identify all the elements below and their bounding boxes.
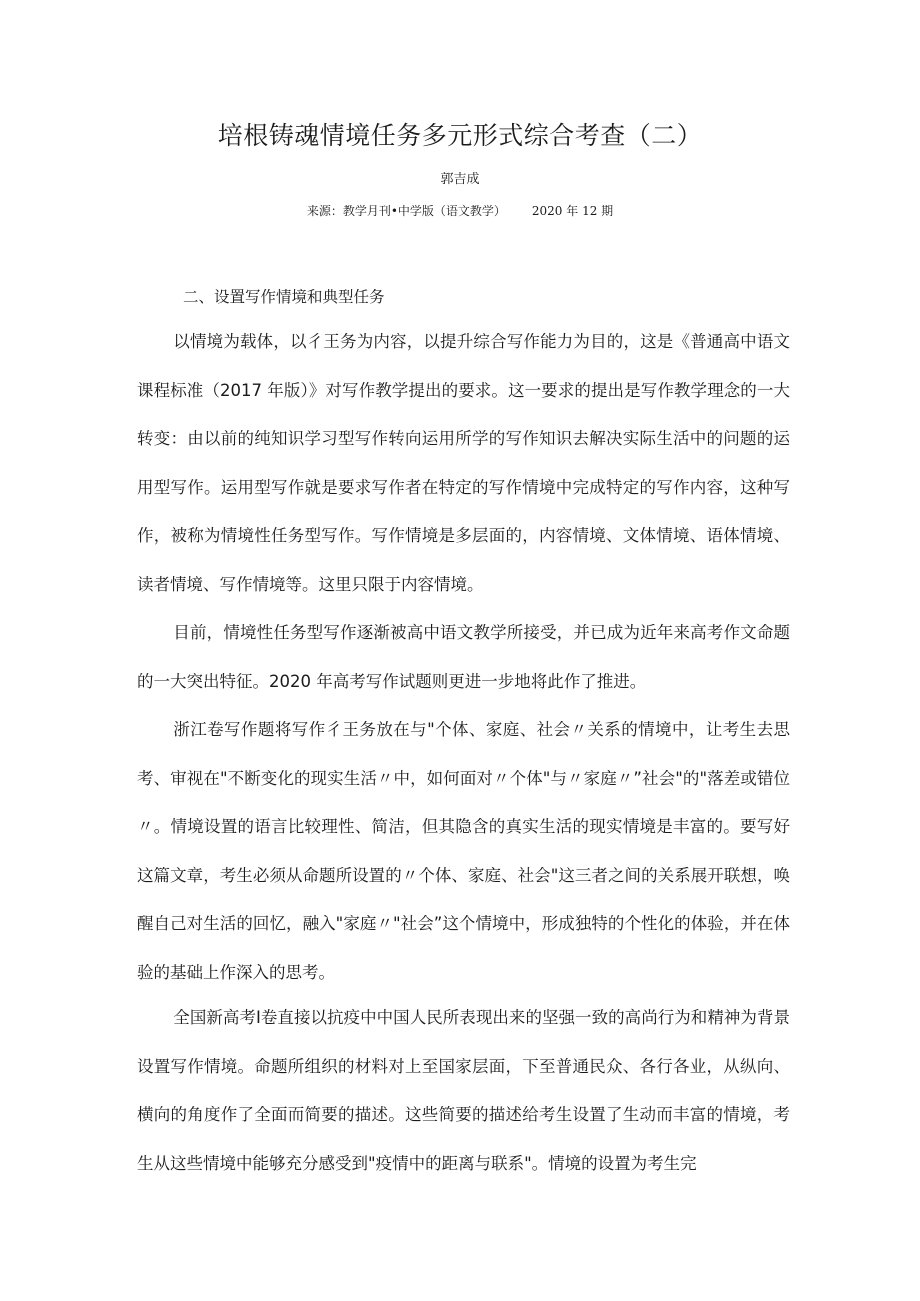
paragraph-3: 浙江卷写作题将写作彳王务放在与"个体、家庭、社会〃关系的情境中，让考生去思考、审视在"不断变化的现实生活〃中，如何面对〃个体"与〃家庭〃”社会"的"落差或错位〃。情境设置的语言比较理性、简洁，但其隐含的真实生活的现实情境是丰富的。要写好这篇文章，考生必须从命题所设置的〃个体、家庭、社会"这三者之间的关系展开联想，唤醒自己对生活的回忆，融入"家庭〃"社会”这个情境中，形成独特的个性化的体验，并在体验的基础上作深入的思考。: [137, 720, 790, 982]
article-source-line: [0, 199, 920, 223]
section-heading: 二、设置写作情境和典型任务: [183, 288, 385, 306]
paragraph-2: 目前，情境性任务型写作逐渐被高中语文教学所接受，并已成为近年来高考作文命题的一大突出特征。2020 年高考写作试题则更进一步地将此作了推进。: [137, 623, 790, 691]
article-title: 培根铸魂情境任务多元形式综合考查（二）: [217, 121, 703, 150]
article-issue: 2020 年 12 期: [531, 204, 614, 218]
article-source: 来源：教学月刊•中学版（语文教学）: [306, 204, 506, 218]
paragraph-1: 以情境为载体，以彳王务为内容，以提升综合写作能力为目的，这是《普通高中语文课程标准（2017 年版）》对写作教学提出的要求。这一要求的提出是写作教学理念的一大转变：由以前的纯知识学习型写作转向运用所学的写作知识去解决实际生活中的问题的运用型写作。运用型写作就是要求写作者在特定的写作情境中完成特定的写作内容，这种写作，被称为情境性任务型写作。写作情境是多层面的，内容情境、文体情境、语体情境、读者情境、写作情境等。这里只限于内容情境。: [137, 332, 790, 594]
paragraph-4: 全国新高考Ⅰ卷直接以抗疫中中国人民所表现出来的坚强一致的高尚行为和精神为背景设置写作情境。命题所组织的材料对上至国家层面，下至普通民众、各行各业，从纵向、横向的角度作了全面而简要的描述。这些简要的描述给考生设置了生动而丰富的情境，考生从这些情境中能够充分感受到"疫情中的距离与联系"。情境的设置为考生完: [137, 1008, 790, 1173]
article-author: 郭吉成: [440, 172, 480, 187]
